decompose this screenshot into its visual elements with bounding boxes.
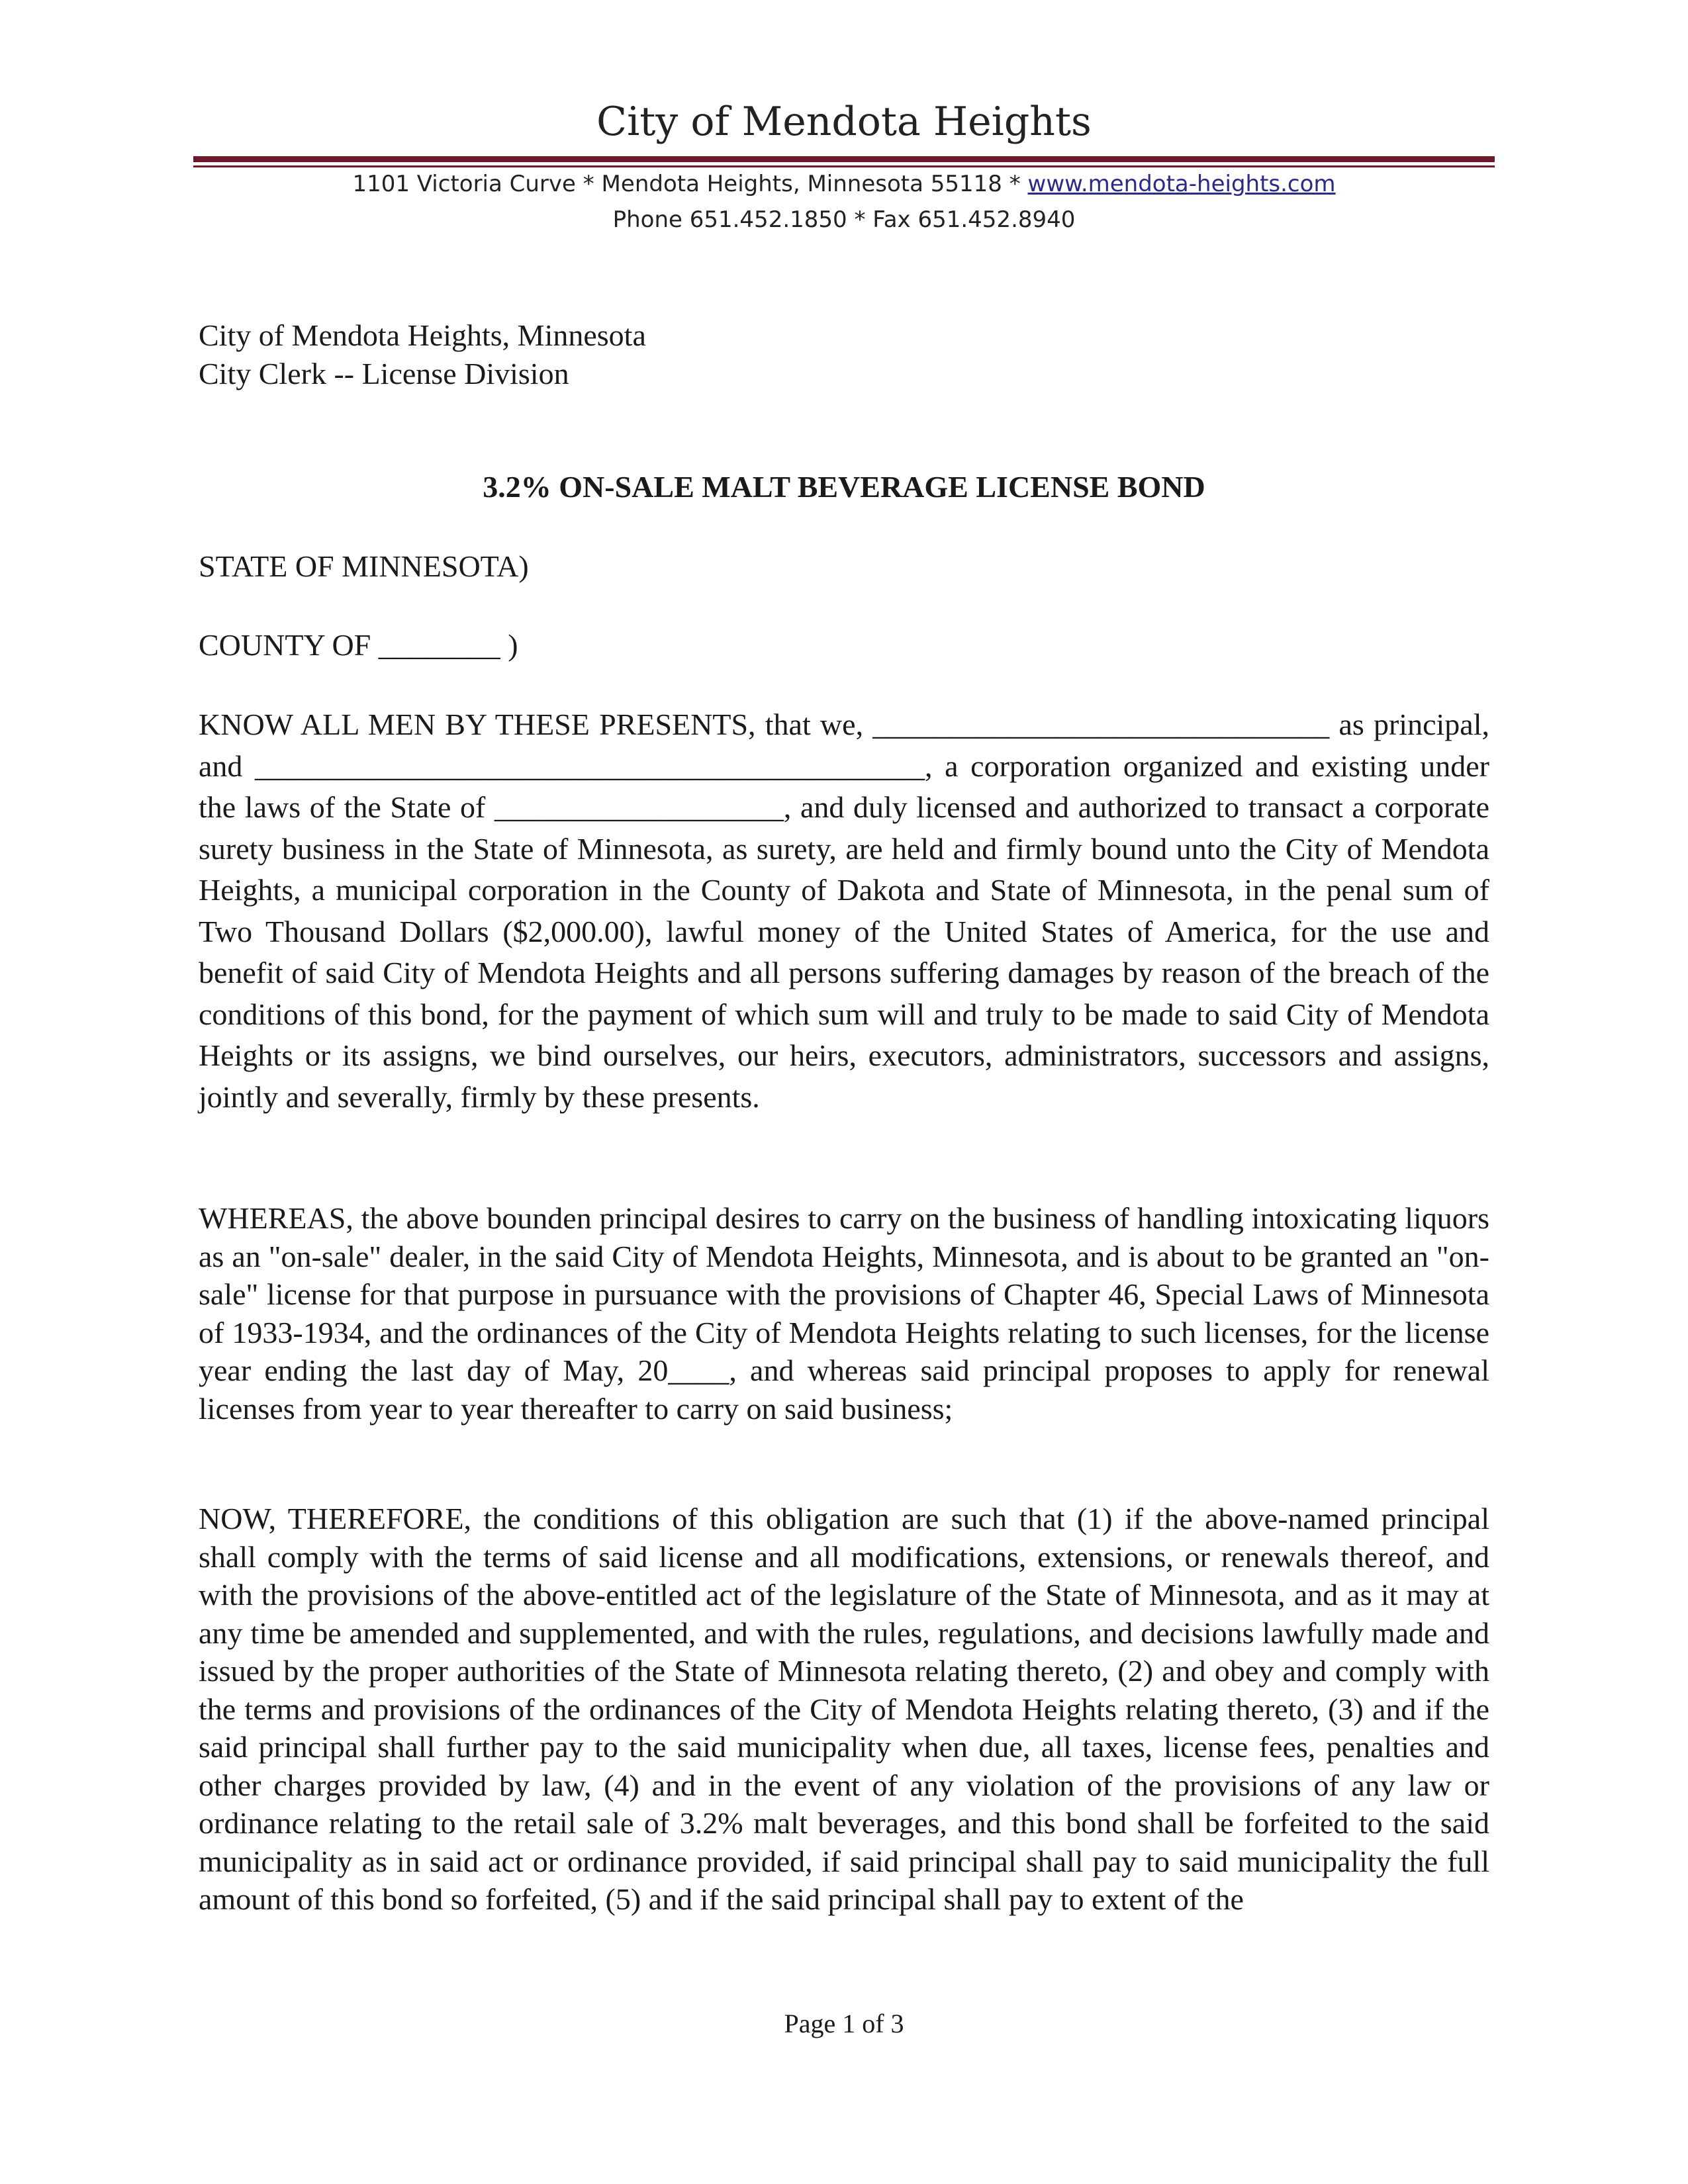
paragraph-whereas: WHEREAS, the above bounden principal desires to carry on the business of handling intoxicating liquors as an "on-sale" dealer, in the said City of Mendota Heights, Minnesota, and is about to be granted an "on-sale" license for that purpose in pursuance with the provisions of Chapter 46, Special Laws of Minnesota of 1933-1934, and the ordinances of the City of Mendota Heights relating to such licenses, for the license year ending the last day of May, 20____, and whereas said principal proposes to apply for renewal licenses from year to year thereafter to carry on said business; [199,1201,1489,1426]
county-line: COUNTY OF ________ ) [199,628,518,662]
letterhead-rule-thick [193,156,1495,162]
letterhead-title: City of Mendota Heights [596,99,1092,145]
paragraph-now-therefore: NOW, THEREFORE, the conditions of this obligation are such that (1) if the above-named principal shall comply with the terms of said license and all modifications, extensions, or renewals thereof, and with the provisions of the above-entitled act of the legislature of the State of Minnesota, and as it may at any time be amended and supplemented, and with the rules, regulations, and decisions lawfully made and issued by the proper authorities of the State of Minnesota relating thereto, (2) and obey and comply with the terms and provisions of the ordinances of the City of Mendota Heights relating thereto, (3) and if the said principal shall further pay to the said municipality when due, all taxes, license fees, penalties and other charges provided by law, (4) and in the event of any violation of the provisions of any law or ordinance relating to the retail sale of 3.2% malt beverages, and this bond shall be forfeited to the said municipality as in said act or ordinance provided, if said principal shall pay to said municipality the full amount of this bond so forfeited, (5) and if the said principal shall pay to extent of the [199,1502,1489,1916]
document-title: 3.2% ON-SALE MALT BEVERAGE LICENSE BOND [483,470,1205,504]
recipient-line-2: City Clerk -- License Division [199,357,569,390]
state-line: STATE OF MINNESOTA) [199,549,529,583]
website-link[interactable]: www.mendota-heights.com [1027,171,1336,197]
address-text: 1101 Victoria Curve * Mendota Heights, Minnesota 55118 * [352,171,1028,197]
recipient-line-1: City of Mendota Heights, Minnesota [199,318,646,352]
page-number: Page 1 of 3 [784,2009,904,2038]
paragraph-know-all-men: KNOW ALL MEN BY THESE PRESENTS, that we, ______________________________ as principal, and ____________________________________________, a corporation organized and existing under the laws of the State of ___________________, and duly licensed and authorized to transact a corporate surety business in the State of Minnesota, as surety, are held and firmly bound unto the City of Mendota Heights, a municipal corporation in the County of Dakota and State of Minnesota, in the penal sum of Two Thousand Dollars ($2,000.00), lawful money of the United States of America, for the use and benefit of said City of Mendota Heights and all persons suffering damages by reason of the breach of the conditions of this bond, for the payment of which sum will and truly to be made to said City of Mendota Heights or its assigns, we bind ourselves, our heirs, executors, administrators, successors and assigns, jointly and severally, firmly by these presents. [199,707,1489,1114]
recipient-block [199,316,1489,393]
letterhead-address [0,169,1688,199]
letterhead-rule-thin [193,165,1495,167]
letterhead-phone-fax: Phone 651.452.1850 * Fax 651.452.8940 [612,206,1076,233]
